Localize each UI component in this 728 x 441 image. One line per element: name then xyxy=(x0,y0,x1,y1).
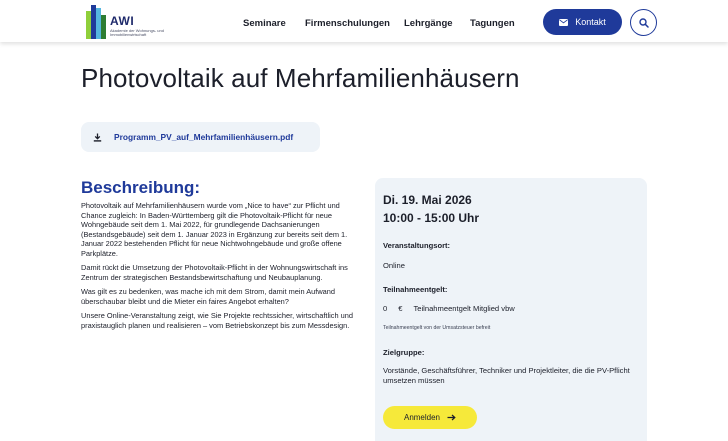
arrow-right-icon xyxy=(447,414,456,421)
beschreibung-paragraph: Unsere Online-Veranstaltung zeigt, wie Sie Projekte rechtssicher, wirtschaftlich und praxistauglich planen und realisieren – vom Betriebskonzept bis zum Messdesign. xyxy=(81,311,353,330)
mail-icon xyxy=(559,19,568,26)
download-label: Programm_PV_auf_Mehrfamilienhäusern.pdf xyxy=(114,132,294,142)
beschreibung-text xyxy=(81,201,356,335)
page-title: Photovoltaik auf Mehrfamilienhäusern xyxy=(81,63,520,93)
anmelden-label: Anmelden xyxy=(403,413,441,422)
beschreibung-paragraph: Damit rückt die Umsetzung der Photovoltaik-Pflicht in der Wohnungswirtschaft ins Zentrum der strategischen Bestandsbewirtschaftung und Neubauplanung. xyxy=(81,263,348,282)
kontakt-button[interactable] xyxy=(543,9,622,35)
ort-label: Veranstaltungsort: xyxy=(383,241,451,250)
logo-text: AWI xyxy=(110,14,135,28)
beschreibung-paragraph: Photovoltaik auf Mehrfamilienhäusern wurde vom „Nice to have“ zur Pflicht und Chance zugleich: In Baden-Württemberg gilt die Photovoltaik-Pflicht für neue Wohngebäude seit dem 1. Mai 2022, für grundlegende Dachsanierungen (Bestandsgebäude) seit dem 1. Januar 2023 in Ergänzung zur bereits seit dem 1. Januar 2022 bestehenden Pflicht für neue Nichtwohngebäude und große offene Parkplätze. xyxy=(81,201,348,258)
event-info-card xyxy=(375,178,647,441)
event-time: 10:00 - 15:00 Uhr xyxy=(383,211,480,225)
kontakt-label: Kontakt xyxy=(575,17,606,27)
zielgruppe-value: Vorstände, Geschäftsführer, Techniker und Projektleiter, die die PV-Pflicht umsetzen müssen xyxy=(383,366,630,385)
anmelden-button[interactable] xyxy=(383,406,477,429)
event-date: Di. 19. Mai 2026 xyxy=(383,193,472,207)
awi-logo[interactable] xyxy=(84,3,174,41)
entgelt-label: Teilnahmeentgelt: xyxy=(383,285,448,294)
logo-subtitle: Akademie der Wohnungs- und Immobilienwirtschaft xyxy=(110,28,164,37)
nav-lehrgaenge[interactable]: Lehrgänge xyxy=(404,18,453,29)
beschreibung-paragraph: Was gilt es zu bedenken, was mache ich mit dem Strom, damit mein Aufwand überschaubar bleibt und die Mieter ein faires Angebot erhalten? xyxy=(81,287,335,306)
ort-value: Online xyxy=(383,261,405,270)
site-header xyxy=(0,0,728,42)
entgelt-currency: € xyxy=(398,304,403,313)
awi-logo-mark xyxy=(84,3,110,41)
download-icon xyxy=(93,133,102,142)
search-button[interactable] xyxy=(630,9,657,36)
nav-tagungen[interactable]: Tagungen xyxy=(470,18,515,29)
entgelt-note: Teilnahmeentgelt von der Umsatzsteuer befreit xyxy=(383,325,491,331)
nav-firmenschulungen[interactable]: Firmenschulungen xyxy=(305,18,390,29)
download-program-link[interactable] xyxy=(81,122,320,152)
zielgruppe-label: Zielgruppe: xyxy=(383,348,425,357)
search-icon xyxy=(639,18,649,28)
beschreibung-heading: Beschreibung: xyxy=(81,178,201,197)
entgelt-description: Teilnahmeentgelt Mitglied vbw xyxy=(413,304,515,313)
entgelt-row xyxy=(383,304,515,313)
entgelt-amount: 0 xyxy=(383,304,388,313)
nav-seminare[interactable]: Seminare xyxy=(243,18,286,29)
